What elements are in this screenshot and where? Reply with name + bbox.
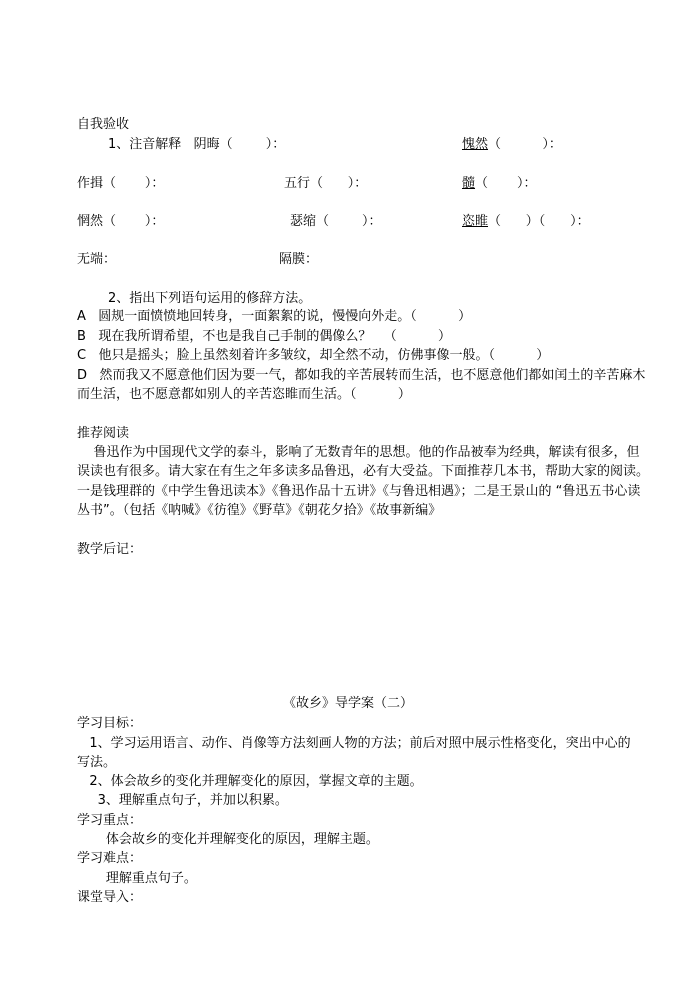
intro-heading: 课堂导入： bbox=[77, 890, 143, 905]
postscript-heading: 教学后记： bbox=[77, 542, 143, 557]
item-zuoyi: 作揖（ ）： bbox=[77, 176, 165, 191]
reading-line2: 误读也有很多。请大家在有生之年多读多品鲁迅，必有大受益。下面推荐几本书，帮助大家的阅读。 bbox=[77, 464, 650, 479]
q2-option-c: C 他只是摇头；脸上虽然刻着许多皱纹，却全然不动，仿佛事像一般。（ ） bbox=[77, 348, 550, 363]
q2-option-a: A 圆规一面愤愤地回转身，一面絮絮的说，慢慢向外走。（ ） bbox=[77, 309, 472, 324]
reading-line3: 一是钱理群的《中学生鲁迅读本》《鲁迅作品十五讲》《与鲁迅相遇》；二是王景山的 “鲁迅五书心读 bbox=[77, 484, 641, 499]
q2-option-b: B 现在我所谓希望，不也是我自己手制的偶像么？ （ ） bbox=[77, 329, 452, 344]
goals-heading: 学习目标： bbox=[77, 716, 143, 731]
item-tiao-word: 髓 bbox=[462, 176, 476, 191]
q1-intro: 1、注音解释 阴晦（ ）： bbox=[108, 137, 286, 152]
reading-line4: 丛书”。（包括《呐喊》《彷徨》《野草》《朝花夕拾》《故事新编》 bbox=[77, 503, 442, 518]
item-kuiran bbox=[462, 137, 562, 153]
q2-option-d-line2: 而生活，也不愿意都如别人的辛苦恣睢而生活。（ ） bbox=[77, 387, 411, 402]
goal-2: 2、体会故乡的变化并理解变化的原因，掌握文章的主题。 bbox=[77, 774, 423, 789]
item-wangran: 惘然（ ）： bbox=[77, 214, 165, 229]
item-gemo: 隔膜： bbox=[279, 252, 319, 267]
difficulty-content: 理解重点句子。 bbox=[77, 871, 197, 886]
item-ziwei-word: 恣睢 bbox=[462, 214, 489, 229]
goal-3: 3、理解重点句子，并加以积累。 bbox=[77, 793, 288, 808]
q2-option-d-line1: D 然而我又不愿意他们因为要一气，都如我的辛苦展转而生活，也不愿意他们都如闰土的辛苦麻木 bbox=[77, 368, 646, 383]
key-content: 体会故乡的变化并理解变化的原因，理解主题。 bbox=[77, 832, 379, 847]
goal-1-line2: 写法。 bbox=[77, 755, 117, 770]
item-tiao bbox=[462, 176, 536, 192]
item-kuiran-word: 愧然 bbox=[462, 137, 489, 152]
reading-line1: 鲁迅作为中国现代文学的泰斗，影响了无数青年的思想。他的作品被奉为经典，解读有很多，但 bbox=[77, 445, 640, 460]
self-check-heading: 自我验收 bbox=[77, 117, 130, 132]
item-wuduan: 无端： bbox=[77, 252, 117, 267]
item-wuxing: 五行（ ）： bbox=[284, 176, 368, 191]
goal-1-line1: 1、学习运用语言、动作、肖像等方法刻画人物的方法；前后对照中展示性格变化，突出中心的 bbox=[77, 736, 631, 751]
reading-heading: 推荐阅读 bbox=[77, 426, 130, 441]
guide-title: 《故乡》导学案（二） bbox=[282, 696, 413, 711]
item-ziwei bbox=[462, 214, 590, 230]
item-ziwei-tail: （ ）（ ）： bbox=[488, 214, 590, 229]
q2-intro: 2、指出下列语句运用的修辞方法。 bbox=[108, 291, 312, 306]
difficulty-heading: 学习难点： bbox=[77, 851, 143, 866]
item-kuiran-tail: （ ）： bbox=[488, 137, 562, 152]
item-shesuo: 瑟缩（ ）： bbox=[290, 214, 382, 229]
item-tiao-tail: （ ）： bbox=[475, 176, 537, 191]
key-heading: 学习重点： bbox=[77, 813, 143, 828]
